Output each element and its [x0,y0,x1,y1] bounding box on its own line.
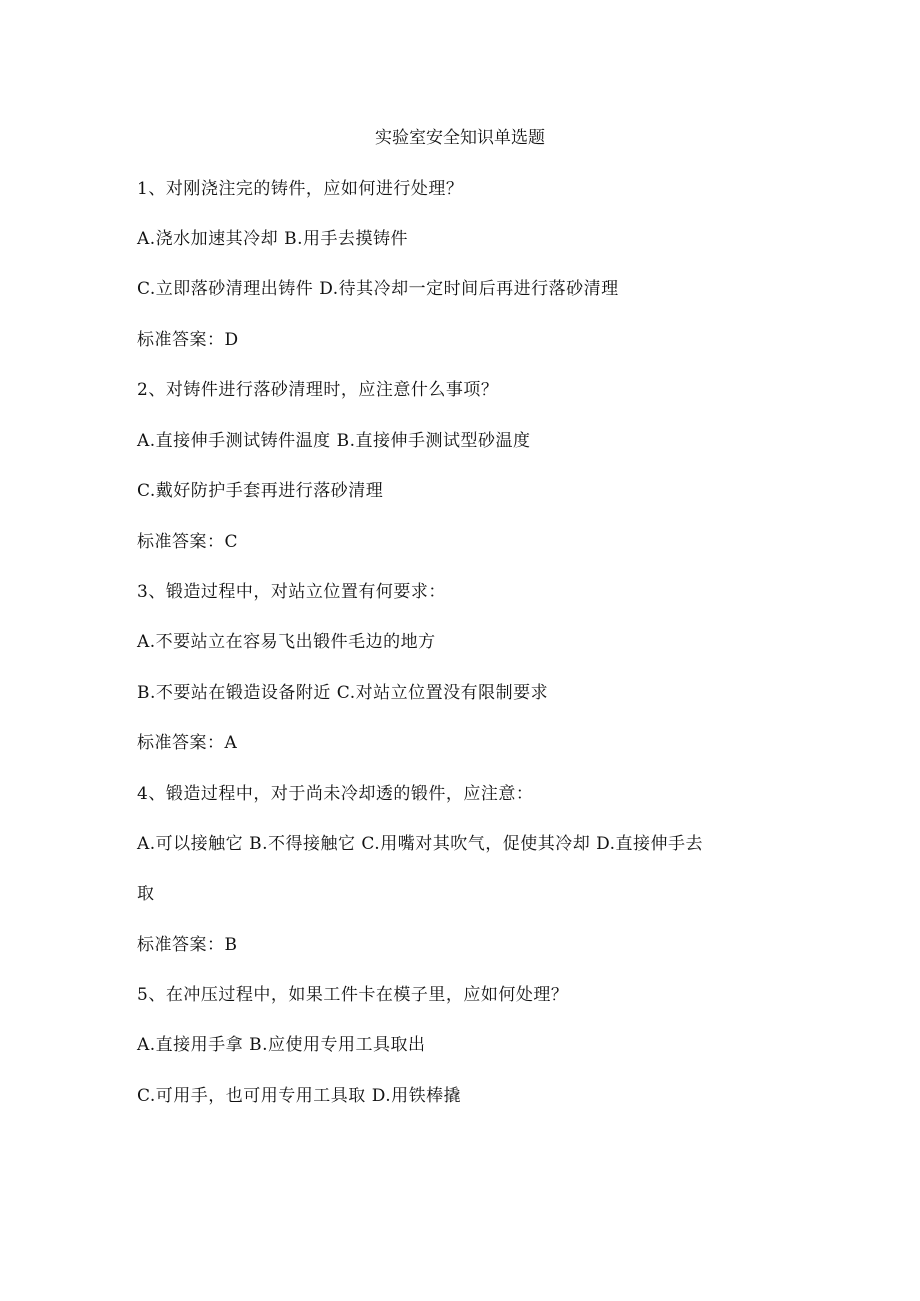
question-2: 2、对铸件进行落砂清理时，应注意什么事项？ [137,380,499,400]
question-3-answer: 标准答案：A [137,733,238,753]
question-1-answer: 标准答案：D [137,330,239,350]
question-5-options-cd: C.可用手，也可用专用工具取 D.用铁棒撬 [137,1086,462,1106]
question-3-option-a: A.不要站立在容易飞出锻件毛边的地方 [137,632,436,652]
question-2-answer: 标准答案：C [137,532,239,552]
question-5: 5、在冲压过程中，如果工件卡在模子里，应如何处理？ [137,985,569,1005]
question-4-options-continued: 取 [137,884,155,904]
question-3: 3、锻造过程中，对站立位置有何要求： [137,582,446,602]
question-5-options-ab: A.直接用手拿 B.应使用专用工具取出 [137,1035,426,1055]
question-3-options-bc: B.不要站在锻造设备附近 C.对站立位置没有限制要求 [137,683,549,703]
question-4-answer: 标准答案：B [137,935,238,955]
question-2-option-c: C.戴好防护手套再进行落砂清理 [137,481,384,501]
question-2-options-ab: A.直接伸手测试铸件温度 B.直接伸手测试型砂温度 [137,431,531,451]
question-4-options: A.可以接触它 B.不得接触它 C.用嘴对其吹气，促使其冷却 D.直接伸手去 [137,834,704,854]
question-1: 1、对刚浇注完的铸件，应如何进行处理？ [137,179,464,199]
question-1-options-ab: A.浇水加速其冷却 B.用手去摸铸件 [137,229,408,249]
question-4: 4、锻造过程中，对于尚未冷却透的锻件，应注意： [137,784,534,804]
document-title: 实验室安全知识单选题 [375,128,545,148]
question-1-options-cd: C.立即落砂清理出铸件 D.待其冷却一定时间后再进行落砂清理 [137,279,619,299]
